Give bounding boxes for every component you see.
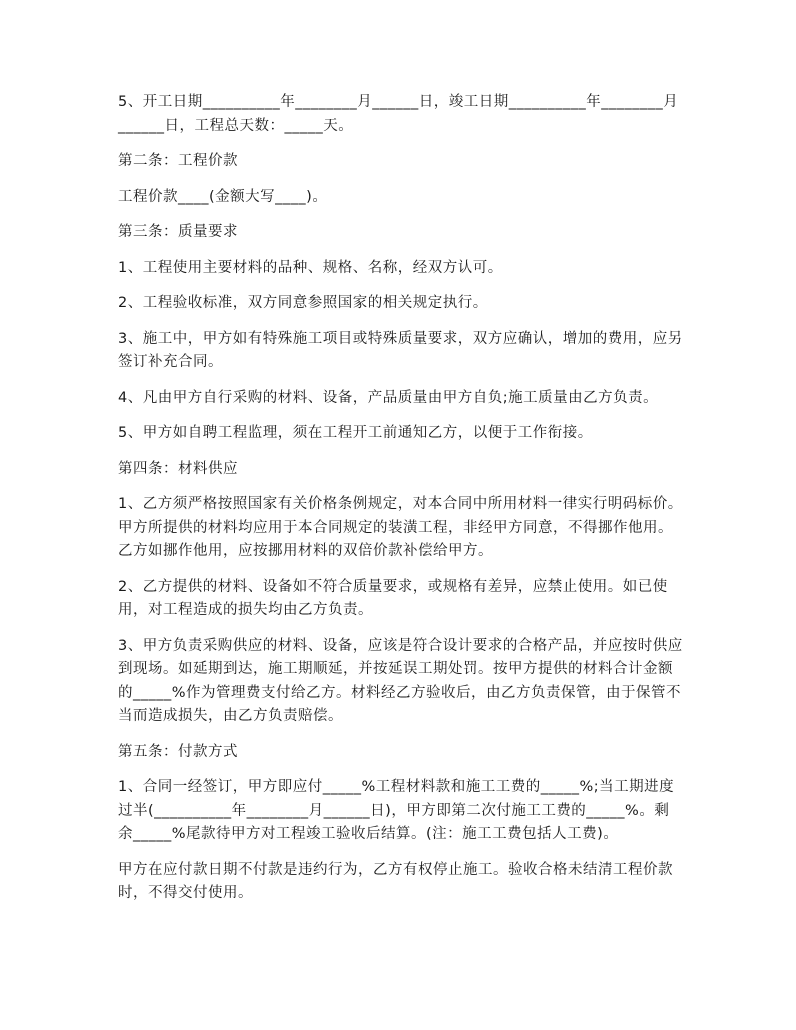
paragraph-quality-3: 3、施工中，甲方如有特殊施工项目或特殊质量要求，双方应确认，增加的费用，应另签订补充合同。 <box>118 330 683 370</box>
heading-article-2-price: 第二条：工程价款 <box>118 153 238 169</box>
heading-article-3-quality: 第三条：质量要求 <box>118 224 238 240</box>
paragraph-payment-1: 1、合同一经签订，甲方即应付_____%工程材料款和施工工费的_____%;当工期进度过半(__________年________月______日)，甲方即第二次付施工工费的_____%。剩余_____%尾款待甲方对工程竣工验收后结算。(注：施工工费包括人工费)。 <box>118 779 675 842</box>
paragraph-quality-1: 1、工程使用主要材料的品种、规格、名称，经双方认可。 <box>118 259 503 276</box>
paragraph-materials-2: 2、乙方提供的材料、设备如不符合质量要求，或规格有差异，应禁止使用。如已使用，对工程造成的损失均由乙方负责。 <box>118 578 668 618</box>
heading-article-4-materials: 第四条：材料供应 <box>118 460 238 477</box>
paragraph-quality-2: 2、工程验收标准，双方同意参照国家的相关规定执行。 <box>118 295 488 311</box>
document-page <box>118 91 684 918</box>
heading-article-5-payment: 第五条：付款方式 <box>118 743 238 760</box>
paragraph-project-price: 工程价款____(金额大写____)。 <box>118 188 328 205</box>
paragraph-materials-3: 3、甲方负责采购供应的材料、设备，应该是符合设计要求的合格产品，并应按时供应到现场。如延期到达，施工期顺延，并按延误工期处罚。按甲方提供的材料合计金额的_____%作为管理费支付给乙方。材料经乙方验收后，由乙方负责保管，由于保管不当而造成损失，由乙方负责赔偿。 <box>118 637 683 724</box>
paragraph-payment-2: 甲方在应付款日期不付款是违约行为，乙方有权停止施工。验收合格未结清工程价款时，不得交付使用。 <box>118 861 673 901</box>
paragraph-quality-5: 5、甲方如自聘工程监理，须在工程开工前通知乙方，以便于工作衔接。 <box>118 425 593 441</box>
paragraph-materials-1: 1、乙方须严格按照国家有关价格条例规定，对本合同中所用材料一律实行明码标价。甲方所提供的材料均应用于本合同规定的装潢工程，非经甲方同意，不得挪作他用。乙方如挪作他用，应按挪用材料的双倍价款补偿给甲方。 <box>118 496 683 559</box>
paragraph-quality-4: 4、凡由甲方自行采购的材料、设备，产品质量由甲方自负;施工质量由乙方负责。 <box>118 389 659 406</box>
paragraph-completion-dates: 5、开工日期__________年________月______日，竣工日期__________年________月______日，工程总天数：_____天。 <box>118 94 679 134</box>
